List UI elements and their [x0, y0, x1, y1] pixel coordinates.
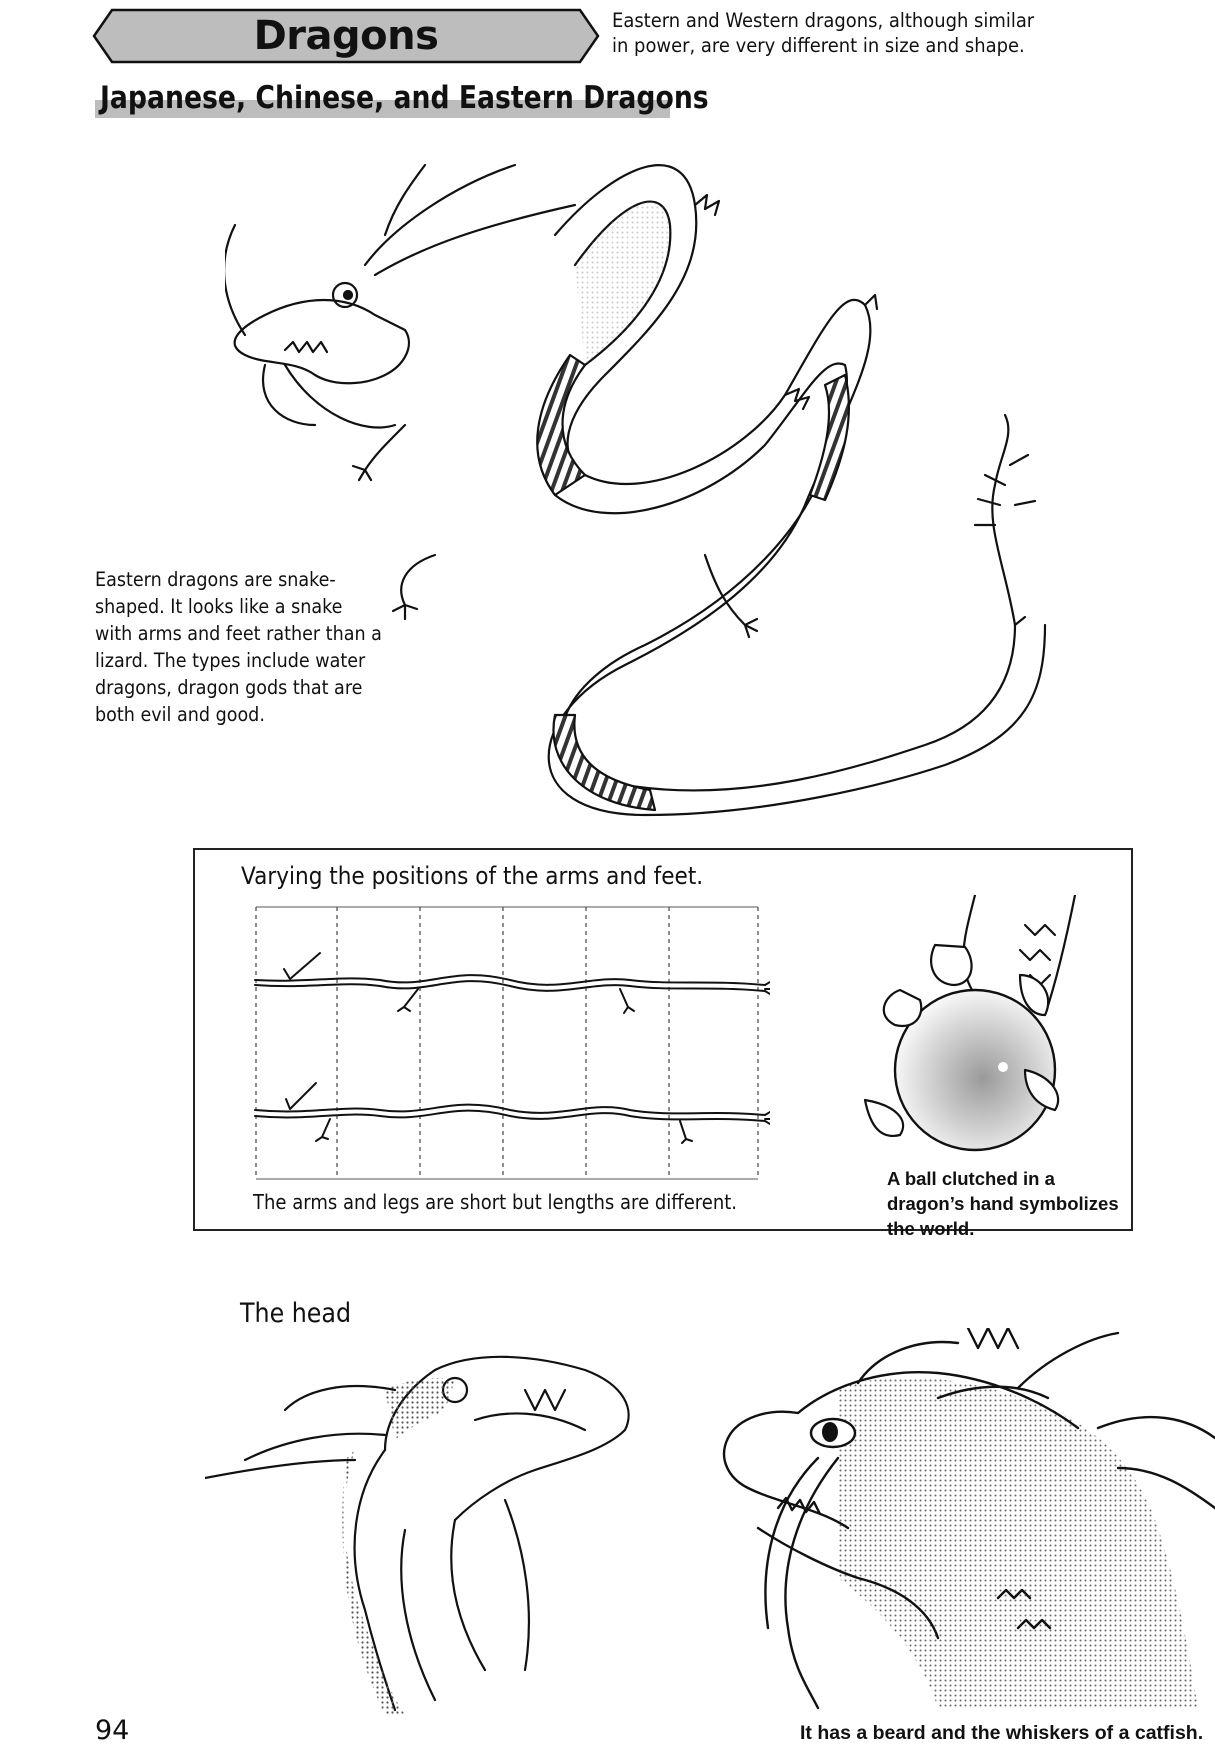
eastern-dragon-description: Eastern dragons are snake-shaped. It looks like a snake with arms and feet rather than a lizard. The types include water dragons, dragon gods that are both evil and good.: [95, 568, 382, 726]
page-number: 94: [95, 1715, 130, 1746]
dragon-head-right-illustration: [718, 1328, 1215, 1710]
dragon-ball-claw-illustration: [825, 895, 1125, 1170]
head-section-label: The head: [240, 1298, 352, 1329]
head-caption: It has a beard and the whiskers of a catfish.: [800, 1722, 1204, 1744]
section-heading: Japanese, Chinese, and Eastern Dragons: [100, 80, 709, 116]
ball-caption: A ball clutched in a dragon’s hand symbolizes the world.: [887, 1168, 1119, 1239]
page-title: Dragons: [253, 13, 439, 59]
dragon-head-left-illustration: [205, 1350, 675, 1720]
pose-grid-diagram: [250, 905, 770, 1181]
pose-box-caption: The arms and legs are short but lengths are different.: [253, 1190, 738, 1214]
pose-box-title: Varying the positions of the arms and feet.: [241, 862, 704, 890]
intro-text: Eastern and Western dragons, although similar in power, are very different in size and shape.: [612, 9, 1035, 57]
